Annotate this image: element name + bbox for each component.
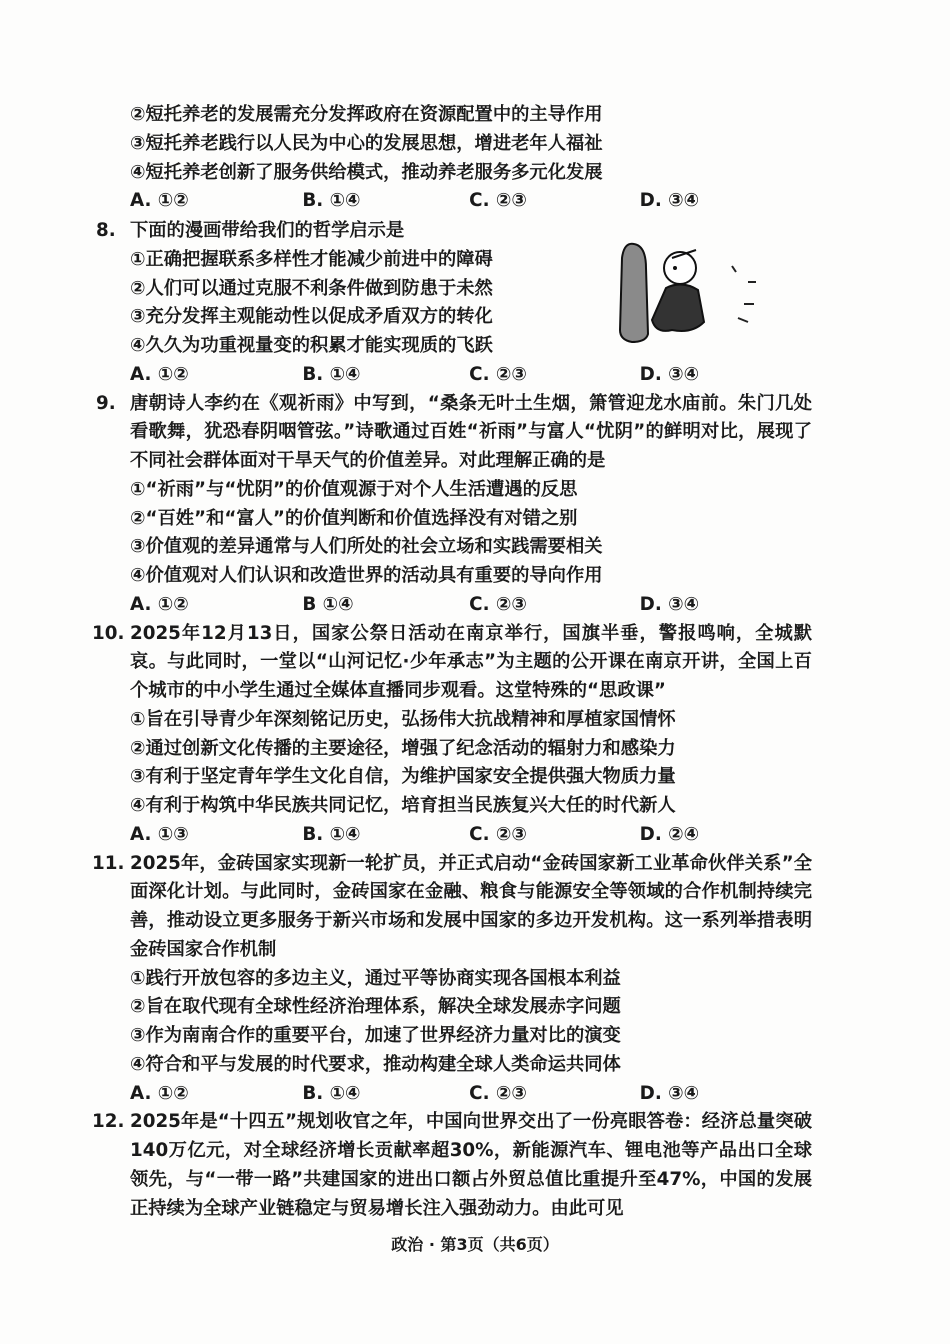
statement: ①旨在引导青少年深刻铭记历史，弘扬伟大抗战精神和厚植家国情怀	[130, 708, 676, 730]
option-d: D. ③④	[639, 190, 700, 212]
answer-options	[130, 187, 812, 216]
answer-options	[130, 591, 812, 620]
option-a: A. ①②	[130, 593, 189, 615]
option-a: A. ①③	[130, 823, 189, 845]
statement: ②通过创新文化传播的主要途径，增强了纪念活动的辐射力和感染力	[130, 737, 676, 759]
statement: ③有利于坚定青年学生文化自信，为维护国家安全提供强大物质力量	[130, 766, 676, 788]
statement: ③作为南南合作的重要平台，加速了世界经济力量对比的演变	[130, 1025, 621, 1046]
question-stem: 2025年是“十四五”规划收官之年，中国向世界交出了一份亮眼答卷：经济总量突破140万亿元，对全球经济增长贡献率超30%，新能源汽车、锂电池等产品出口全球领先，与“一带一路”共建国家的进出口额占外贸总值比重提升至47%，中国的发展正持续为全球产业链稳定与贸易增长注入强劲动力。由此可见	[130, 1111, 812, 1219]
question-11	[0, 850, 812, 1109]
statement: ①正确把握联系多样性才能减少前进中的障碍	[130, 248, 493, 270]
statement: ②人们可以通过克服不利条件做到防患于未然	[130, 277, 493, 299]
option-b: B. ①④	[302, 190, 361, 212]
option-b: B. ①④	[302, 823, 361, 845]
statement: ③短托养老践行以人民为中心的发展思想，增进老年人福祉	[130, 132, 603, 154]
question-9	[0, 390, 812, 620]
question-number: 8.	[96, 220, 116, 241]
page-footer: 政治 · 第3页（共6页）	[391, 1235, 559, 1254]
question-12	[0, 1108, 812, 1223]
statement: ④价值观对人们认识和改造世界的活动具有重要的导向作用	[130, 565, 603, 586]
answer-options	[130, 821, 812, 850]
option-a: A. ①②	[130, 190, 189, 212]
statement: ④符合和平与发展的时代要求，推动构建全球人类命运共同体	[130, 1053, 621, 1075]
option-c: C. ②③	[469, 363, 527, 385]
option-b: B ①④	[302, 593, 354, 615]
option-c: C. ②③	[469, 1082, 527, 1104]
question-stem: 下面的漫画带给我们的哲学启示是	[130, 220, 405, 241]
answer-options	[130, 361, 812, 390]
question-stem: 2025年，金砖国家实现新一轮扩员，并正式启动“金砖国家新工业革命伙伴关系”全面深化计划。与此同时，金砖国家在金融、粮食与能源安全等领域的合作机制持续完善，推动设立更多服务于新兴市场和发展中国家的多边开发机构。这一系列举措表明金砖国家合作机制	[130, 852, 812, 960]
option-c: C. ②③	[469, 823, 527, 845]
question-number: 10.	[92, 622, 125, 644]
option-b: B. ①④	[302, 1082, 361, 1104]
question-number: 11.	[92, 852, 125, 874]
answer-options	[130, 1080, 812, 1109]
statement: ④久久为功重视量变的积累才能实现质的飞跃	[130, 335, 493, 356]
statement: ④有利于构筑中华民族共同记忆，培育担当民族复兴大任的时代新人	[130, 795, 676, 816]
question-stem: 2025年12月13日，国家公祭日活动在南京举行，国旗半垂，警报鸣响，全城默哀。与此同时，一堂以“山河记忆·少年承志”为主题的公开课在南京开讲，全国上百个城市的中小学生通过全媒体直播同步观看。这堂特殊的“思政课”	[130, 622, 812, 701]
statement: ④短托养老创新了服务供给模式，推动养老服务多元化发展	[130, 161, 603, 183]
option-d: D. ②④	[639, 823, 700, 845]
option-d: D. ③④	[639, 593, 700, 615]
question-10	[0, 620, 812, 850]
statement: ②短托养老的发展需充分发挥政府在资源配置中的主导作用	[130, 104, 603, 125]
question-number: 12.	[92, 1111, 125, 1133]
question-7-continued	[0, 101, 812, 216]
option-a: A. ①②	[130, 1082, 189, 1104]
question-stem: 唐朝诗人李约在《观祈雨》中写到，“桑条无叶土生烟，箫管迎龙水庙前。朱门几处看歌舞，犹恐春阴咽管弦。”诗歌通过百姓“祈雨”与富人“忧阴”的鲜明对比，展现了不同社会群体面对干旱天气的价值差异。对此理解正确的是	[130, 392, 812, 471]
option-a: A. ①②	[130, 363, 189, 385]
option-c: C. ②③	[469, 190, 527, 212]
question-number: 9.	[96, 392, 116, 414]
exam-page	[0, 101, 950, 1223]
statement: ②“百姓”和“富人”的价值判断和价值选择没有对错之别	[130, 507, 578, 529]
statement: ①“祈雨”与“忧阴”的价值观源于对个人生活遭遇的反思	[130, 478, 578, 500]
cartoon-illustration	[612, 238, 782, 346]
option-b: B. ①④	[302, 363, 361, 385]
option-d: D. ③④	[639, 1082, 700, 1104]
statement: ③价值观的差异通常与人们所处的社会立场和实践需要相关	[130, 536, 603, 558]
statement: ①践行开放包容的多边主义，通过平等协商实现各国根本利益	[130, 967, 621, 989]
statement: ③充分发挥主观能动性以促成矛盾双方的转化	[130, 306, 493, 328]
statement: ②旨在取代现有全球性经济治理体系，解决全球发展赤字问题	[130, 996, 621, 1018]
option-c: C. ②③	[469, 593, 527, 615]
option-d: D. ③④	[639, 363, 700, 385]
